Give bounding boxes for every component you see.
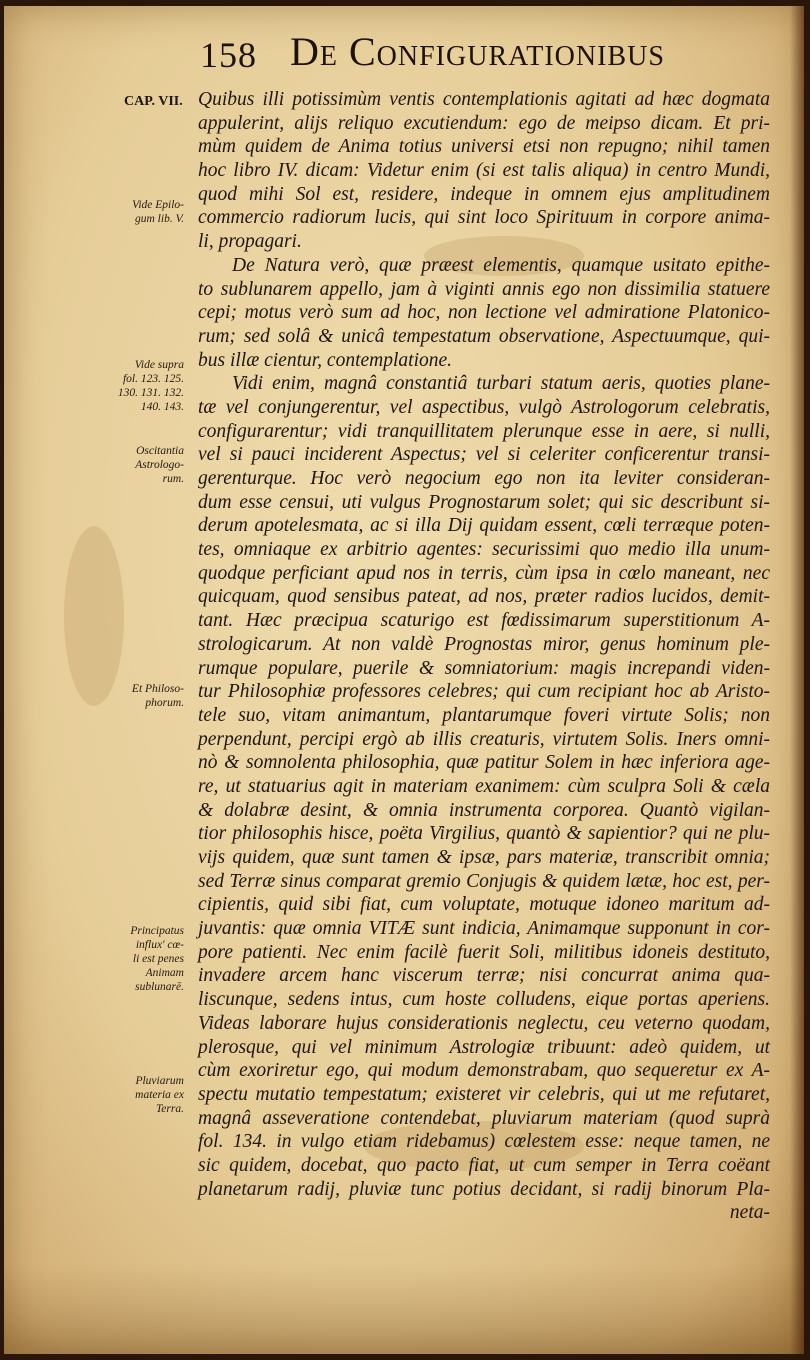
margin-note-line: Pluviarum	[135, 1075, 184, 1087]
running-title: De Configurationibus	[290, 29, 665, 74]
margin-note-line: Oscitantia	[136, 445, 184, 457]
text-line: perpendunt, percipi ergò ab illis creaturis, virtutem Solis. Iners omni-	[198, 728, 770, 750]
margin-note-line: 130. 131. 132.	[117, 387, 184, 399]
text-line: quodque perficiant apud nos in terris, cùm ipsa in cœlo maneant, nec	[198, 562, 770, 584]
text-line: & dolabræ desint, & omnia instrumenta corporea. Quantò vigilan-	[198, 799, 770, 821]
margin-note	[92, 682, 184, 710]
text-line: tæ vel conjungerentur, vel aspectibus, vulgò Astrologorum celebratis,	[198, 396, 770, 418]
margin-note-line: fol. 123. 125.	[122, 373, 184, 385]
text-line: Vidi enim, magnâ constantiâ turbari statum aeris, quoties plane-	[232, 373, 770, 395]
text-line: configurarentur; vidi tranquillitatem plerunque esse in aere, si nulli,	[198, 420, 770, 442]
margin-note-line: Et Philoso-	[131, 683, 184, 695]
text-line: rum; sed solâ & unicâ tempestatum observatione, Aspectuumque, qui-	[198, 325, 770, 347]
text-line: re, ut statuarius agit in materiam exanimem: cùm sculpra Soli & cæla	[198, 775, 770, 797]
margin-note-line: Vide Epilo-	[132, 199, 184, 211]
margin-note-line: sublunarē.	[135, 981, 184, 993]
margin-note-line: 140. 143.	[140, 401, 184, 413]
book-page	[4, 6, 804, 1354]
text-line: spectu mutatio tempestatum; existeret vir celebris, qui ut me refutaret,	[198, 1083, 770, 1105]
page-edge-shadow	[790, 6, 804, 1354]
text-line: plerosque, qui vel minimum Astrologiæ tribuunt: adeò quidem, ut	[198, 1036, 770, 1058]
text-line: cipientis, quid sibi fiat, cum voluptate, motuque idoneo maritum ad-	[198, 894, 770, 916]
text-line: vijs quidem, quæ sunt tamen & ipsæ, pars materiæ, transcribit omnia;	[198, 847, 770, 868]
margin-note-line: rum.	[162, 473, 184, 485]
text-line: invadere arcem hanc viscerum terræ; nisi concurrat anima qua-	[198, 965, 770, 987]
text-line: li, propagari.	[198, 231, 302, 253]
margin-note-line: li est penes	[132, 953, 184, 965]
text-line: cùm exoriretur ego, qui modum demonstrabam, quo sequeretur ex A-	[198, 1060, 770, 1082]
margin-note-line: influx' cœ-	[135, 939, 184, 951]
margin-note-line: gum lib. V.	[135, 213, 184, 225]
margin-note-line: Terra.	[155, 1103, 184, 1115]
page-number: 158	[200, 35, 257, 75]
text-line: appulerint, alijs reliquo excutiendum: ego de meipso dicam. Et pri-	[198, 112, 770, 134]
text-line: gerenturque. Hoc verò negocium ego non ita leviter consideran-	[198, 468, 770, 489]
margin-note-line: Animam	[145, 967, 184, 979]
page-shading	[4, 1264, 804, 1354]
text-line: planetarum radij, pluviæ tunc potius decidant, si radij binorum Pla-	[198, 1178, 770, 1200]
text-line: Quibus illi potissimùm ventis contemplationis agitati ad hæc dogmata	[198, 89, 770, 110]
text-line: tant. Hæc præcipua scaturigo est fœdissimarum superstitionum A-	[198, 610, 770, 632]
text-line: strologicarum. At non valdè Prognostas miror, genus hominum ple-	[198, 633, 770, 655]
text-line: sic quidem, docebat, quo pacto fiat, ut cum semper in Terra coëant	[198, 1154, 770, 1176]
text-line: quod mihi Sol est, residere, indeque in omnem ejus amplitudinem	[198, 183, 770, 205]
body-text	[198, 88, 770, 1225]
text-line: tur Philosophiæ professores celebres; qui cum recipiant hoc ab Aristo-	[198, 681, 770, 703]
text-line: to sublunarem appello, jam à viginti annis ego non dissimilia statuere	[198, 278, 770, 300]
text-line: juvantis: quæ omnia VITÆ sunt indicia, Animamque supponunt in cor-	[198, 918, 770, 940]
text-line: vel si pauci inciderent Aspectus; vel si celeriter conficerentur transi-	[198, 444, 770, 466]
text-line: rumque populare, puerile & somniatorium: magis increpandi viden-	[198, 657, 770, 679]
margin-note	[92, 1074, 184, 1116]
text-line: quicquam, quod sensibus pateat, ad nos, præter radios lucidos, demit-	[198, 586, 770, 608]
text-line: fol. 134. in vulgo etiam ridebamus) cœlestem esse: neque tamen, ne	[198, 1131, 770, 1153]
foxing-stain	[64, 526, 124, 706]
text-line: tes, omniaque ex arbitrio agentes: securissimi quo medio illa unum-	[198, 539, 770, 561]
margin-note	[92, 198, 184, 226]
catchword: neta-	[729, 1202, 770, 1224]
text-line: commercio radiorum lucis, qui sint loco Spirituum in corpore anima-	[198, 207, 770, 229]
text-line: dum esse censui, uti vulgus Prognostarum solet; qui sic describunt si-	[198, 491, 770, 513]
margin-note-line: phorum.	[145, 697, 184, 709]
text-line: magnâ asseveratione contendebat, pluviarum materiam (quod suprà	[198, 1107, 770, 1129]
text-line: De Natura verò, quæ præest elementis, quamque usitato epithe-	[232, 254, 770, 276]
text-line: sed Terræ sinus comparat gremio Conjugis & quidem lætæ, hoc est, per-	[198, 870, 770, 892]
text-line: tior philosophis hisce, poëta Virgilius, quantò & sapientior? qui ne plu-	[198, 823, 770, 845]
text-line: cepi; motus verò sum ad hoc, non lectione vel admiratione Platonico-	[198, 302, 770, 324]
margin-note-line: Principatus	[130, 925, 184, 937]
margin-note	[92, 358, 184, 414]
text-line: Videas laborare hujus considerationis neglectu, ceu veterno quodam,	[198, 1012, 770, 1034]
margin-note-line: Vide supra	[134, 359, 184, 371]
chapter-label: CAP. VII.	[124, 94, 183, 109]
margin-note	[92, 444, 184, 486]
text-line: derum apotelesmata, ac si illa Dij quidam essent, cœli terræque poten-	[198, 515, 770, 537]
text-line: nò & somnolenta philosophia, quæ patitur Solem in hæc inferiora age-	[198, 752, 770, 774]
margin-note-line: materia ex	[135, 1089, 184, 1101]
text-line: hoc libro IV. dicam: Videtur enim (si est talis aliqua) in centro Mundi,	[198, 160, 770, 182]
text-line: tele suo, vitam animantum, plantarumque foveri virtute Solis; non	[198, 704, 770, 726]
margin-note-line: Astrologo-	[135, 459, 184, 471]
text-line: mùm quidem de Anima totius universi etsi non repugno; nihil tamen	[198, 136, 770, 158]
text-line: liscunque, sedens intus, cum hoste colludens, eique portas aperiens.	[198, 989, 770, 1011]
text-line: bus illæ cientur, contemplatione.	[198, 349, 453, 371]
margin-note	[92, 924, 184, 994]
text-line: pore patienti. Nec enim facilè fuerit Soli, militibus idoneis destituto,	[198, 941, 770, 963]
